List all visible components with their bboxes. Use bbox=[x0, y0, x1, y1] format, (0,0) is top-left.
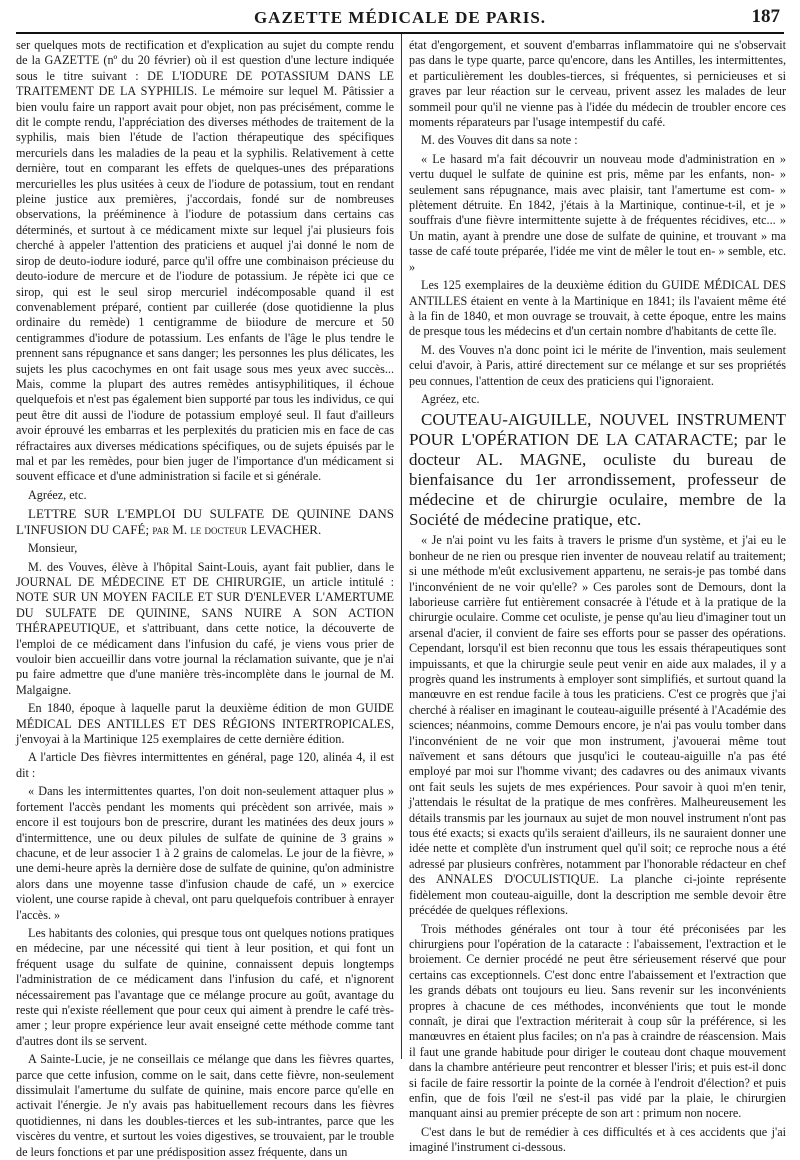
page-header bbox=[16, 6, 784, 32]
article-text: M. des Vouves, élève à l'hôpital Saint-Louis, ayant fait publier, dans le JOURNAL DE MÉDECINE ET DE CHIRURGIE, un article intitulé : NOTE SUR UN MOYEN FACILE ET SUR D'ENLEVER L'AMERTUME DU SULFATE DE QUININE, SANS NUIRE A SON ACTION THÉRAPEUTIQUE, et s'attribuant, dans cette notice, la découverte de l'emploi de ce médicament dans l'infusion du café, je viens vous prier de vouloir bien accueillir dans votre journal la réclamation suivante, que je n'ai pu faire admettre que d'une manière très-incomplète dans le journal de M. Malgaigne. bbox=[16, 559, 394, 697]
article-text: A Sainte-Lucie, je ne conseillais ce mélange que dans les fièvres quartes, parce que cette infusion, comme on le sait, dans cette fièvre, non-seulement dissimulait l'amertume du sulfate de quinine, mais encore parce qu'elle en activait l'énergie. Je n'y avais pas habituellement recours dans les fièvres quotidiennes, ni dans les doubles-tierces et les sub-intrantes, parce que les viscères du ventre, et surtout les voies digestives, se trouvaient, par le trouble de leurs fonctions et par une prédisposition assez fréquente, dans un bbox=[16, 1052, 394, 1159]
article-text: Les habitants des colonies, qui presque tous ont quelques notions pratiques en médecine, par une nécessité qui tient à leur position, et qui font un fréquent usage du sulfate de quinine, connaissent depuis longtemps l'administration de ce médicament dans l'infusion du café, et n'ignorent nécessairement pas l'avantage que ce mélange procure au goût, avantage du reste qui n'existe réellement que pour ceux qui aiment à prendre le café très-amer ; leur propre expérience leur avait enseigné cette méthode comme tant d'autres dont ils se servent. bbox=[16, 925, 394, 1048]
journal-title: GAZETTE MÉDICALE DE PARIS. bbox=[253, 8, 547, 27]
article-text: ser quelques mots de rectification et d'explication au sujet du compte rendu de la GAZETTE (nº du 20 février) où il est question d'une lecture indiquée sous le titre suivant : DE L'IODURE DE POTASSIUM DANS LE TRAITEMENT DE LA SYPHILIS. Le mémoire sur lequel M. Pâtissier a bien voulu faire un rapport avait pour objet, non pas précisément, comme le dit le compte rendu, l'appréciation des diverses méthodes de traitement de la syphilis, mais bien l'étude de l'action thérapeutique des spécifiques mercuriels dans les maladies de la peau et la syphilis. Relativement à cette dernière, tout en comparant les effets de quelques-unes des préparations mercurielles les plus usitées à ceux de l'iodure de potassium, tout en rendant pleine justice aux premières, j'accordais, fondé sur de nombreuses observations, la prééminence à l'iodure de potassium dans certains cas déterminés, et surtout à ce médicament mixte sur lequel j'ai plusieurs fois cherché à appeler l'attention des praticiens et auquel j'ai donné le nom de sirop de deuto-iodure ioduré, parce qu'il offre une combinaison précieuse du deuto-iodure de mercure et de l'iodure de potassium. Je répète ici que ce sirop, qui est le seul sirop mercuriel indécomposable quand il est convenablement préparé, contient par cuillerée (dose quotidienne la plus ordinaire du remède) 1 centigramme de biiodure de mercure et 50 centigrammes d'iodure de potassium. Les enfants de l'âge le plus tendre le prennent sans répugnance et sans danger; les personnes les plus délicates, les sujets les plus cacochymes en ont fait usage sous mes yeux avec succès... Mais, comme la plupart des autres remèdes antisyphilitiques, il échoue quelquefois et n'est pas également bien supporté par tous les individus, ce qui peut être dit aussi de l'iodure de potassium employé seul. Il faut d'ailleurs avoir éprouvé les embarras et les perplexités du praticien mis en face de cas réfractaires aux diverses médications spécifiques, ou de sujets épuisés par le mal et par les remèdes, pour bien juger de l'importance d'un médicament si souvent efficace et d'une administration si facile et si générale. bbox=[16, 38, 394, 484]
article-text: M. des Vouves dit dans sa note : bbox=[421, 133, 578, 148]
closing: Agréez, etc. bbox=[28, 487, 87, 502]
article-text: M. des Vouves n'a donc point ici le mérite de l'invention, mais seulement celui d'avoir, à Paris, attiré directement sur ce mélange et sur ses propriétés peu connues, l'attention de ceux des praticiens qui l'ignoraient. bbox=[409, 342, 786, 388]
article-text: état d'engorgement, et souvent d'embarras inflammatoire qui ne s'observait pas dans le type quarte, parce qu'encore, dans les Antilles, les intermittentes, et particulièrement les doubles-tierces, si fréquentes, si pernicieuses et si graves par leur réaction sur le cerveau, privent assez les malades de leur sommeil pour qu'il ne vienne pas à l'idée du médecin de troubler encore ces moments réparateurs par l'usage intempestif du café. bbox=[409, 38, 786, 130]
column-divider bbox=[401, 34, 402, 1059]
closing: Agréez, etc. bbox=[421, 391, 480, 406]
left-column bbox=[16, 38, 394, 1159]
quotation: « Dans les intermittentes quartes, l'on doit non-seulement attaquer plus » fortement l'accès pendant les moments qui précèdent son arrivée, mais » encore il est toujours bon de prescrire, durant les matinées des deux jours » d'intermittence, une ou deux pilules de sulfate de quinine de 3 grains » chacune, et de leur associer 1 à 2 grains de calomelas. Le jour de la fièvre, » une demi-heure après la dernière dose de sulfate de quinine, qu'on administre alors dans une moyenne tasse d'infusion chaude de café, un » exercice violent, une course rapide à cheval, ont paru quelquefois contribuer à enrayer l'accès. » bbox=[16, 784, 394, 922]
article-text: Les 125 exemplaires de la deuxième édition du GUIDE MÉDICAL DES ANTILLES étaient en vente à la Martinique en 1841; ils l'avaient même été à la fin de 1840, et mon ouvrage se trouvait, à cette époque, entre les mains de presque tous les médecins et d'un certain nombre d'habitants de cette île. bbox=[409, 278, 786, 339]
quotation: « Le hasard m'a fait découvrir un nouveau mode d'administration en » vertu duquel le sulfate de quinine est pris, même par les enfants, non- » seulement sans répugnance, mais avec plaisir, tant l'amertume est com- » plètement détruite. En 1842, j'étais à la Martinique, continue-t-il, et je » souffrais d'une fièvre intermittente sujette à de fréquentes récidives, etc... » Un matin, ayant à prendre une dose de sulfate de quinine, et trouvant » ma tasse de café toute préparée, l'idée me vint de mêler le tout en- » semble, etc. » bbox=[409, 151, 786, 274]
article-text: A l'article Des fièvres intermittentes en général, page 120, alinéa 4, il est dit : bbox=[16, 750, 394, 780]
article-heading: LETTRE SUR L'EMPLOI DU SULFATE DE QUININE DANS L'INFUSION DU CAFÉ; par M. le docteur LEVACHER. bbox=[16, 506, 394, 538]
article-text: En 1840, époque à laquelle parut la deuxième édition de mon GUIDE MÉDICAL DES ANTILLES ET DES RÉGIONS INTERTROPICALES, j'envoyai à la Martinique 125 exemplaires de cette dernière édition. bbox=[16, 701, 394, 747]
header-rule bbox=[16, 32, 784, 34]
article-text: « Je n'ai point vu les faits à travers le prisme d'un système, et j'ai eu le bonheur de ne rien ou presque rien inventer de nouveau relatif au traitement; si une méthode m'eût exclusivement appartenu, ne serais-je pas tombé dans l'inconvénient de ne voir qu'elle? » Ces paroles sont de Demours, dont la laborieuse carrière fut entièrement consacrée à l'étude et à la pratique de la chirurgie oculaire. Comme cet oculiste, je pense qu'au lieu d'imaginer tout un arsenal d'acier, il convient de faire ses efforts pour se passer des opérations. Cependant, lorsqu'il est bien reconnu que tous les essais thérapeutiques sont impuissants, et que la chirurgie seule peut venir en aide aux malades, il y a progrès quand les instruments à employer sont simplifiés, et surtout quand la manœuvre en est rendue facile à tous les praticiens. C'est ce progrès que j'ai cherché à réaliser en imaginant le couteau-aiguille présenté à l'Académie des sciences; néanmoins, comme Demours encore, je n'ai pas voulu tomber dans l'inconvénient de ne voir que mon instrument, j'avouerai même tout naïvement et sans détours que jusqu'ici le couteau-aiguille n'a pas été employé par moi sur l'homme vivant; des cadavres ou des animaux vivants ont fait seuls les sujets de mes expériences. Pour savoir à quoi m'en tenir, j'attendais le résultat de la pratique de mes confrères. Malheureusement les détails transmis par les journaux au sujet de mon nouvel instrument n'ont pas tous été exacts; si exacts qu'ils seraient d'ailleurs, ils ne sauraient donner une idée nette et complète d'un instrument quel qu'il soit; ce reproche nous a été adressé par plusieurs confrères, notamment par l'honorable rédacteur en chef des ANNALES D'OCULISTIQUE. La planche ci-jointe représente fidèlement mon couteau-aiguille, dont la description me semble devoir être précédée de quelques réflexions. bbox=[409, 533, 786, 918]
article-text: Trois méthodes générales ont tour à tour été préconisées par les chirurgiens pour l'opération de la cataracte : l'abaissement, l'extraction et le broiement. Ce dernier procédé ne peut être sérieusement réservé que pour certains cas exceptionnels. C'est donc entre l'abaissement et l'extraction que les grands débats ont toujours eu lieu. Sans revenir sur les inconvénients propres à chacune de ces méthodes, inconvénients que tout le monde connaît, je dirai que l'extraction mériterait à coup sûr la préférence, si les manœuvres en étaient plus faciles; on n'a pas à craindre de réascension. Mais il faut une grande habitude pour diriger le couteau dont chaque mouvement dans la chambre antérieure peut rencontrer et blesser l'iris; et puis est-il donc si facile de faire ressortir la pointe de la cornée à l'endroit d'élection? et puis enfin, que de fois l'œil ne s'est-il pas vidé par la plaie, le chirurgien manquant ainsi au premier précepte de son art : primum non nocere. bbox=[409, 921, 786, 1121]
page-number: 187 bbox=[751, 6, 780, 27]
article-text: C'est dans le but de remédier à ces difficultés et à ces accidents que j'ai imaginé l'instrument ci-dessous. bbox=[409, 1124, 786, 1155]
right-column bbox=[409, 38, 786, 1155]
salutation: Monsieur, bbox=[28, 541, 78, 556]
article-heading: COUTEAU-AIGUILLE, NOUVEL INSTRUMENT POUR L'OPÉRATION DE LA CATARACTE; par le docteur AL. MAGNE, oculiste du bureau de bienfaisance du 1er arrondissement, professeur de médecine et de chirurgie oculaire, membre de la Société de médecine pratique, etc. bbox=[409, 410, 786, 530]
